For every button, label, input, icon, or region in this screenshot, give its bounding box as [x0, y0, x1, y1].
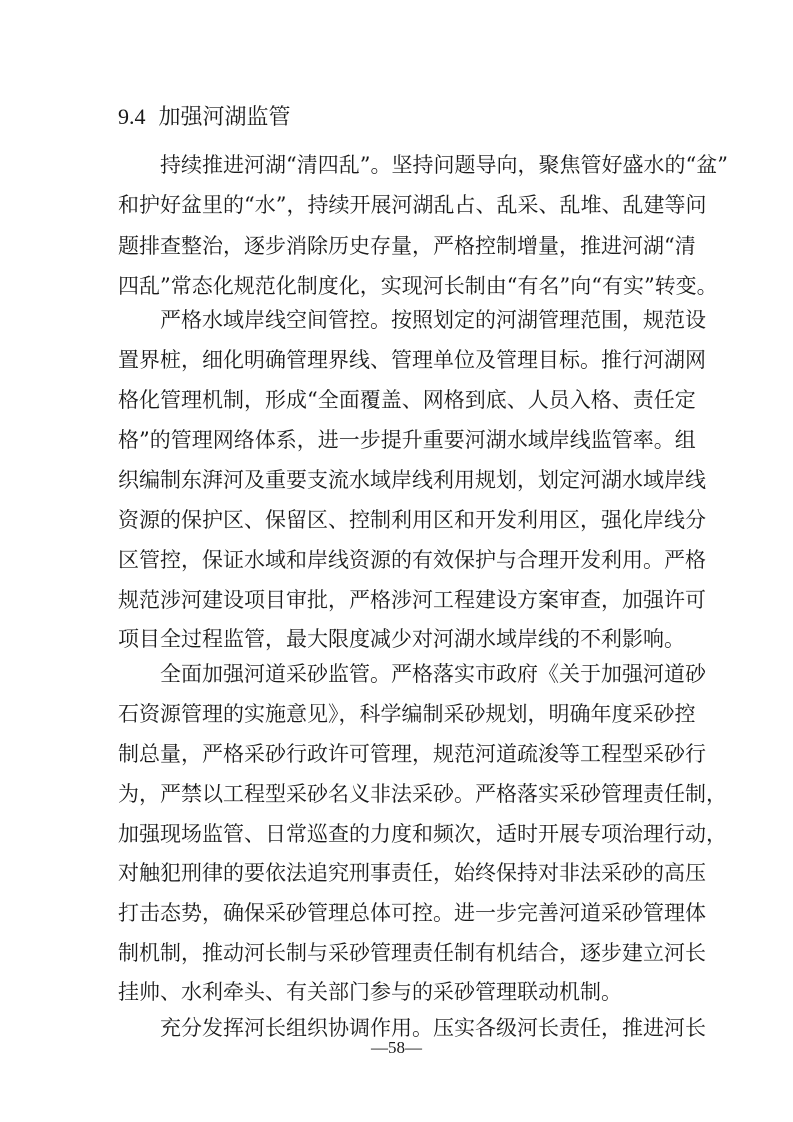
paragraph-2-line-3: 格化管理机制，形成“全面覆盖、网格到底、人员入格、责任定: [118, 388, 696, 412]
paragraph-2-line-2: 置界桩，细化明确管理界线、管理单位及管理目标。推行河湖网: [118, 348, 706, 372]
paragraph-1-line-1: 持续推进河湖“清四乱”。坚持问题导向，聚焦管好盛水的“盆”: [160, 153, 728, 177]
paragraph-2-line-8: 规范涉河建设项目审批，严格涉河工程建设方案审查，加强许可: [118, 588, 706, 612]
paragraph-3-line-9: 挂帅、水利牵头、有关部门参与的采砂管理联动机制。: [118, 980, 622, 1004]
paragraph-3-line-8: 制机制，推动河长制与采砂管理责任制有机结合，逐步建立河长: [118, 941, 706, 965]
section-number: 9.4: [118, 104, 146, 129]
paragraph-1-line-2: 和护好盆里的“水”，持续开展河湖乱占、乱采、乱堆、乱建等问: [118, 193, 707, 217]
paragraph-3-line-2: 石资源管理的实施意见》，科学编制采砂规划，明确年度采砂控: [118, 702, 696, 726]
paragraph-3-line-1: 全面加强河道采砂监管。严格落实市政府《关于加强河道砂: [160, 662, 706, 686]
paragraph-2-line-4: 格”的管理网络体系，进一步提升重要河湖水域岸线监管率。组: [118, 428, 696, 452]
paragraph-2-line-1: 严格水域岸线空间管控。按照划定的河湖管理范围，规范设: [160, 308, 706, 332]
paragraph-2-line-9: 项目全过程监管，最大限度减少对河湖水域岸线的不利影响。: [118, 627, 685, 651]
paragraph-1-line-4: 四乱”常态化规范化制度化，实现河长制由“有名”向“有实”转变。: [118, 274, 718, 298]
paragraph-4-line-1: 充分发挥河长组织协调作用。压实各级河长责任，推进河长: [160, 1016, 706, 1040]
section-title: 加强河湖监管: [158, 105, 291, 130]
paragraph-3-line-6: 对触犯刑律的要依法追究刑事责任，始终保持对非法采砂的高压: [118, 861, 706, 885]
page-number: —58—: [371, 1038, 422, 1057]
paragraph-2-line-5: 织编制东湃河及重要支流水域岸线利用规划，划定河湖水域岸线: [118, 468, 706, 492]
section-heading: [118, 101, 291, 134]
paragraph-2-line-7: 区管控，保证水域和岸线资源的有效保护与合理开发利用。严格: [118, 548, 706, 572]
paragraph-2-line-6: 资源的保护区、保留区、控制利用区和开发利用区，强化岸线分: [118, 508, 706, 532]
paragraph-3-line-3: 制总量，严格采砂行政许可管理，规范河道疏浚等工程型采砂行: [118, 742, 706, 766]
paragraph-3-line-5: 加强现场监管、日常巡查的力度和频次，适时开展专项治理行动，: [118, 822, 727, 846]
paragraph-3-line-7: 打击态势，确保采砂管理总体可控。进一步完善河道采砂管理体: [118, 901, 706, 925]
paragraph-3-line-4: 为，严禁以工程型采砂名义非法采砂。严格落实采砂管理责任制，: [118, 782, 727, 806]
paragraph-1-line-3: 题排查整治，逐步消除历史存量，严格控制增量，推进河湖“清: [118, 234, 696, 258]
